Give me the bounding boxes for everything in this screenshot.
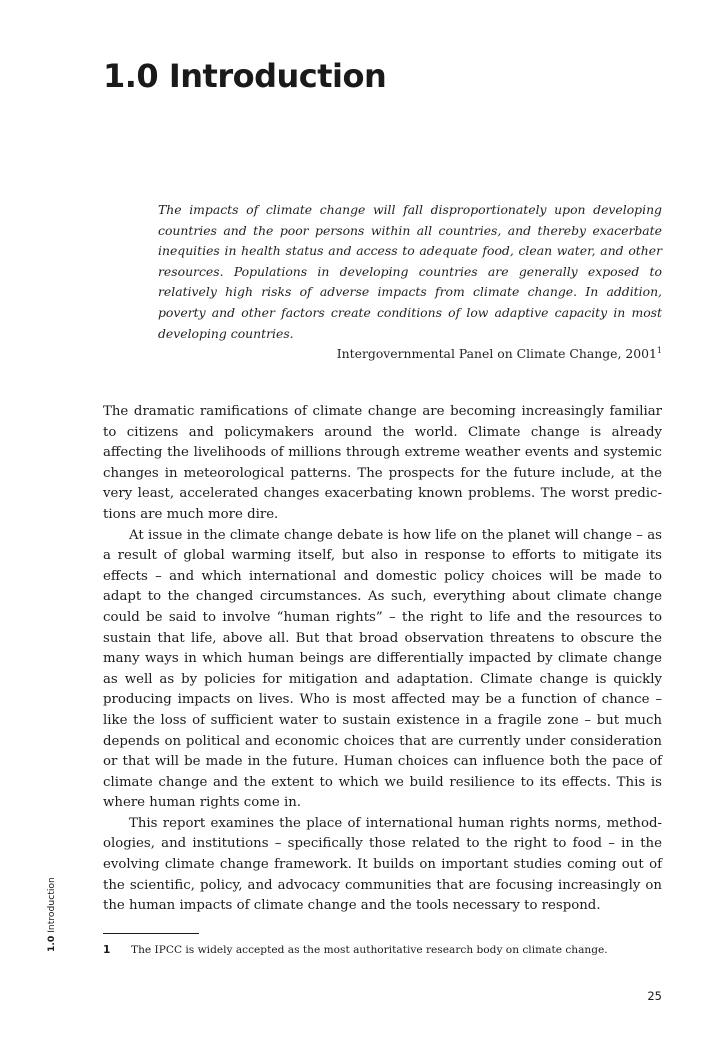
footnote-number: 1 xyxy=(103,944,111,956)
body-text xyxy=(103,402,662,917)
body-paragraph: At issue in the climate change debate is how life on the planet will change – as a result of global warming itself, but also in response to efforts to mitigate its effects – and which international and domestic policy choices will be made to adapt to the changed circumstances. As such, everything about climate change could be said to involve “human rights” – the right to life and the resources to sustain that life, above all. But that broad observation threatens to obscure the many ways in which human beings are differentially impacted by climate change as well as by policies for mitigation and adaptation. Climate change is quickly producing impacts on lives. Who is most affected may be a function of chance – like the loss of sufficient water to sustain existence in a fragile zone – but much depends on political and economic choices that are currently under consideration or that will be made in the future. Human choices can influence both the pace of climate change and the extent to which we build resilience to its effects. This is where human rights come in. xyxy=(103,527,662,811)
footnote-text: The IPCC is widely accepted as the most authoritative research body on climate change. xyxy=(131,944,608,956)
epigraph-quote: The impacts of climate change will fall disproportionately upon developing countries and the poor persons within all countries, and thereby exacerbate inequities in health status and access to adequate food, clean water, and other resources. Populations in developing countries are generally exposed to relatively high risks of adverse impacts from climate change. In addition, poverty and other factors create conditions of low adaptive capacity in most developing countries. xyxy=(158,202,662,341)
running-head xyxy=(46,877,58,952)
body-paragraph: This report examines the place of international human rights norms, methodologies, and institutions – specifically those related to the right to food – in the evolving climate change framework. It builds on important studies coming out of the scientific, policy, and advocacy communities that are focusing increasingly on the human impacts of climate change and the tools necessary to respond. xyxy=(103,815,662,914)
footnote-divider xyxy=(103,933,199,934)
chapter-heading: 1.0 Introduction xyxy=(103,57,387,95)
attribution-source: Intergovernmental Panel on Climate Change, 2001 xyxy=(336,346,657,361)
epigraph-attribution xyxy=(158,344,662,364)
footnote xyxy=(103,941,662,959)
body-paragraph: The dramatic ramifications of climate change are becoming increasingly familiar to citizens and policymakers around the world. Climate change is already affecting the livelihoods of millions through extreme weather events and systemic changes in meteorological patterns. The prospects for the future include, at the very least, accelerated changes exacerbating known problems. The worst predictions are much more dire. xyxy=(103,404,662,522)
running-head-number: 1.0 xyxy=(46,935,57,952)
footnote-reference[interactable]: 1 xyxy=(656,346,662,355)
running-head-title: Introduction xyxy=(46,877,57,933)
page-number: 25 xyxy=(647,989,662,1003)
